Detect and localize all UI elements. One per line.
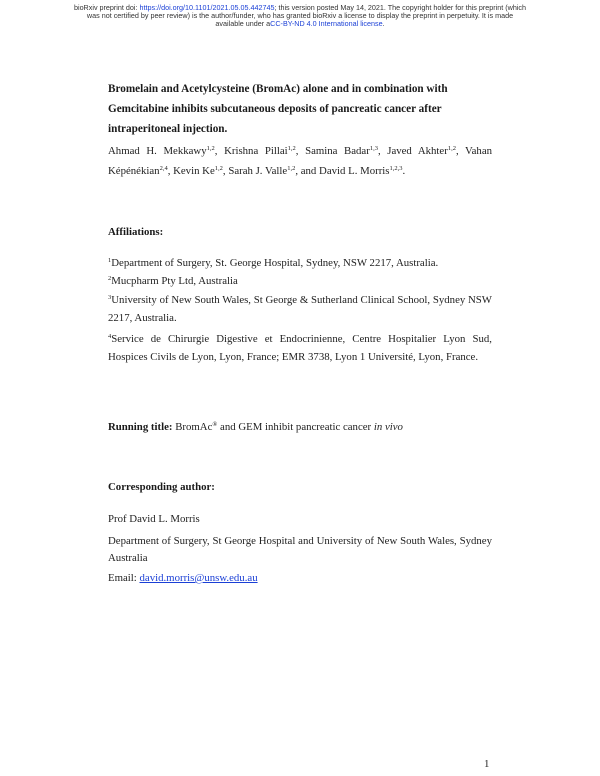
header-line-1: bioRxiv preprint doi: https://doi.org/10.1101/2021.05.05.442745; this version posted May 14, 2021. The copyright holder for this preprint (which [73,3,527,12]
affiliation-item: $^3$University of New South Wales, St George & Sutherland Clinical School, Sydney NSW 2217, Australia. [108,294,492,324]
header-line-3: available under aCC-BY-ND 4.0 International license. [215,19,385,29]
page-number: 1 [484,758,490,770]
author-affiliation-marker: 1,2 [287,145,296,152]
running-title-label: Running title: [108,421,173,433]
paper-title: Bromelain and Acetylcysteine (BromAc) alone and in combination with Gemcitabine inhibits subcutaneous deposits of pancreatic cancer after intraperitoneal injection. [108,83,448,135]
author-affiliation-marker: 1,2 [206,145,215,152]
author-connector: and [300,165,317,177]
affiliation-item: $^1$Department of Surgery, St. George Hospital, Sydney, NSW 2217, Australia. [108,257,439,269]
running-title: Running title: BromAc® and GEM inhibit pancreatic cancer in vivo [108,421,403,433]
author-name: Kevin Ke [173,165,215,177]
author-affiliation-marker: 1,2 [447,145,456,152]
author-name: Vahan Képénékian [108,145,493,177]
corresponding-heading: Corresponding author: [108,481,215,493]
author-affiliation-marker: 1,2 [287,165,296,172]
license-link[interactable]: CC-BY-ND 4.0 International license [270,19,383,29]
author-name: David L. Morris [319,165,390,177]
affiliations-heading: Affiliations: [108,226,164,238]
author-affiliation-marker: 1,2 [214,165,223,172]
author-affiliation-marker: 2,4 [159,165,168,172]
doi-link[interactable]: https://doi.org/10.1101/2021.05.05.442745 [139,3,275,12]
author-affiliation-marker: 1,2,3 [389,165,403,172]
corresponding-address: Department of Surgery, St George Hospital and University of New South Wales, Sydney Australia [108,535,492,564]
header-line-2: was not certified by peer review) is the author/funder, who has granted bioRxiv a license to display the preprint in perpetuity. It is made [86,11,514,21]
author-name: Krishna Pillai [224,145,288,157]
email-link[interactable]: david.morris@unsw.edu.au [139,572,258,584]
corresponding-email: Email: david.morris@unsw.edu.au [108,572,258,584]
author-name: Sarah J. Valle [228,165,288,177]
affiliation-item: $^4$Service de Chirurgie Digestive et Endocrinienne, Centre Hospitalier Lyon Sud, Hospices Civils de Lyon, Lyon, France; EMR 3738, Lyon 1 Université, Lyon, France. [108,333,492,363]
author-list: Ahmad H. Mekkawy$^{1,2}$, Krishna Pillai$^{1,2}$, Samina Badar$^{1,3}$, Javed Akhter$^{1,2}$, Vahan Képénékian$^{2,4}$, Kevin Ke$^{1,2}$, Sarah J. Valle$^{1,2}$, and David L. Morris$^{1,2,3}$. [108,145,493,177]
biorxiv-header [0,4,600,29]
author-name: Javed Akhter [387,145,448,157]
author-name: Ahmad H. Mekkawy [108,145,207,157]
affiliation-item: $^2$Mucpharm Pty Ltd, Australia [108,275,238,287]
corresponding-name: Prof David L. Morris [108,513,200,525]
author-affiliation-marker: 1,3 [369,145,378,152]
author-name: Samina Badar [305,145,370,157]
